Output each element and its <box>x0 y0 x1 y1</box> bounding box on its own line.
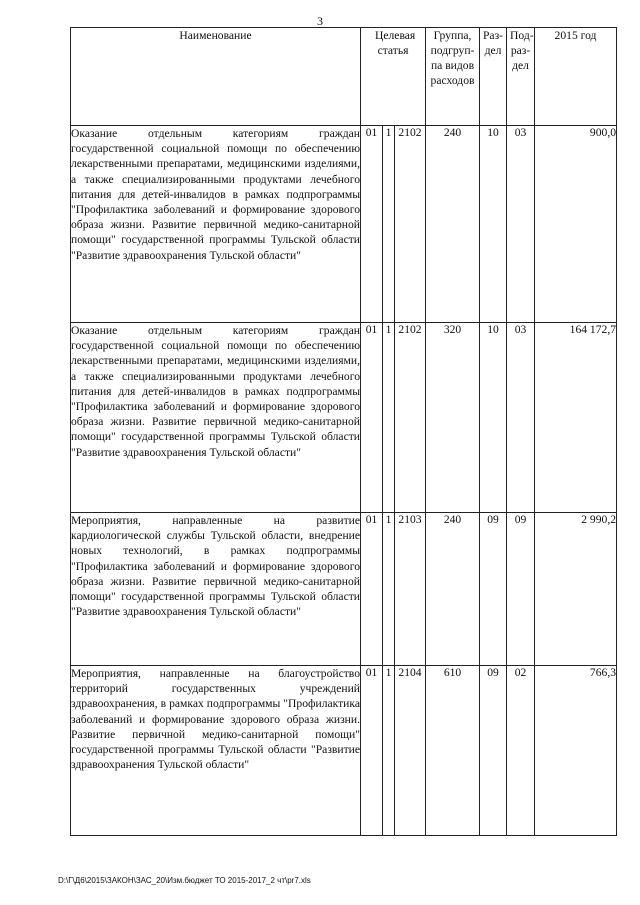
target-part-1: 01 <box>361 513 383 666</box>
target-part-2: 1 <box>383 666 395 836</box>
section-cell: 10 <box>480 323 507 513</box>
section-cell: 09 <box>480 513 507 666</box>
target-part-3: 2102 <box>395 126 426 323</box>
table-row <box>71 126 617 323</box>
target-part-1: 01 <box>361 323 383 513</box>
target-part-2: 1 <box>383 513 395 666</box>
target-part-3: 2103 <box>395 513 426 666</box>
row-name: Мероприятия, направленные на развитие кардиологической службы Тульской области, внедрение новых технологий, в рамках подпрограммы "Профилактика заболеваний и формирование здорового образа жизни. Развитие первичной медико-санитарной помощи" государственной программы Тульской области "Развитие здравоохранения Тульской области" <box>71 513 361 666</box>
amount-cell: 900,0 <box>535 126 617 323</box>
page-number: 3 <box>317 14 323 28</box>
group-cell: 610 <box>426 666 480 836</box>
group-cell: 320 <box>426 323 480 513</box>
subsection-cell: 03 <box>507 323 535 513</box>
table-row <box>71 513 617 666</box>
table-row <box>71 666 617 836</box>
subsection-cell: 02 <box>507 666 535 836</box>
subsection-cell: 03 <box>507 126 535 323</box>
header-section: Раз-дел <box>480 28 507 126</box>
subsection-cell: 09 <box>507 513 535 666</box>
row-name: Оказание отдельным категориям граждан государственной социальной помощи по обеспечению лекарственными препаратами, медицинскими изделиями, а также специализированными продуктами лечебного питания для детей-инвалидов в рамках подпрограммы "Профилактика заболеваний и формирование здорового образа жизни. Развитие первичной медико-санитарной помощи" государственной программы Тульской области "Развитие здравоохранения Тульской области" <box>71 126 361 323</box>
table-row <box>71 323 617 513</box>
amount-cell: 766,3 <box>535 666 617 836</box>
row-name: Оказание отдельным категориям граждан государственной социальной помощи по обеспечению лекарственными препаратами, медицинскими изделиями, а также специализированными продуктами лечебного питания для детей-инвалидов в рамках подпрограммы "Профилактика заболеваний и формирование здорового образа жизни. Развитие первичной медико-санитарной помощи" государственной программы Тульской области "Развитие здравоохранения Тульской области" <box>71 323 361 513</box>
target-part-2: 1 <box>383 323 395 513</box>
budget-table <box>70 27 617 836</box>
header-name: Наименование <box>71 28 361 126</box>
amount-cell: 164 172,7 <box>535 323 617 513</box>
amount-cell: 2 990,2 <box>535 513 617 666</box>
header-subsection: Под-раз-дел <box>507 28 535 126</box>
target-part-1: 01 <box>361 666 383 836</box>
file-path-footer: D:\Г\Д6\2015\ЗАКОН\ЗАС_20\Изм.бюджет ТО 2015-2017_2 чт\pr7.xls <box>58 876 311 885</box>
target-part-1: 01 <box>361 126 383 323</box>
row-name: Мероприятия, направленные на благоустройство территорий государственных учреждений здравоохранения, в рамках подпрограммы "Профилактика заболеваний и формирование здорового образа жизни. Развитие первичной медико-санитарной помощи" государственной программы Тульской области "Развитие здравоохранения Тульской области" <box>71 666 361 836</box>
group-cell: 240 <box>426 126 480 323</box>
section-cell: 09 <box>480 666 507 836</box>
header-target: Целевая статья <box>361 28 426 126</box>
group-cell: 240 <box>426 513 480 666</box>
header-year: 2015 год <box>535 28 617 126</box>
target-part-2: 1 <box>383 126 395 323</box>
target-part-3: 2104 <box>395 666 426 836</box>
header-row <box>71 28 617 126</box>
header-group: Группа, подгруп-па видов расходов <box>426 28 480 126</box>
target-part-3: 2102 <box>395 323 426 513</box>
section-cell: 10 <box>480 126 507 323</box>
